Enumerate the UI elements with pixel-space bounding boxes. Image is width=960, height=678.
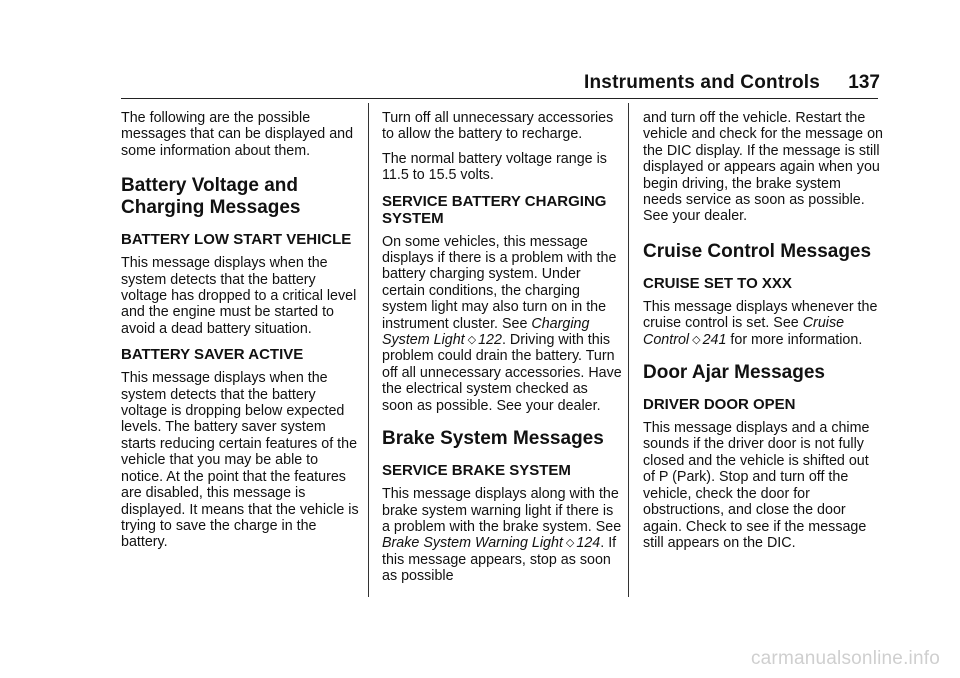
header-divider bbox=[121, 98, 878, 99]
page-ref-brake[interactable]: 124 bbox=[576, 535, 601, 552]
page-ref-icon: ◇ bbox=[467, 334, 477, 347]
subheading-service-brake: SERVICE BRAKE SYSTEM bbox=[382, 462, 571, 480]
link-charging-system-light[interactable]: Charging System Light bbox=[382, 315, 590, 349]
paragraph-turn-off: Turn off all unnecessary accessories to allow the battery to recharge. bbox=[382, 110, 614, 143]
section-title: Instruments and Controls bbox=[584, 72, 820, 93]
column-1 bbox=[121, 110, 361, 559]
page-ref-charging[interactable]: 122 bbox=[478, 332, 502, 349]
subheading-driver-door: DRIVER DOOR OPEN bbox=[643, 396, 796, 414]
paragraph-battery-low-start: This message displays when the system detects that the battery voltage has dropped to a critical level and the engine must be started to avoid a dead battery situation. bbox=[121, 255, 357, 337]
text-brake-2: . If this message appears, stop as soon as possible bbox=[382, 535, 617, 585]
link-cruise-control[interactable]: Cruise Control bbox=[643, 315, 845, 348]
watermark-text: carmanualsonline.info bbox=[750, 648, 940, 669]
page-ref-icon: ◇ bbox=[692, 333, 701, 346]
text-service-battery-2: . Driving with this problem could drain the battery. Turn off all unnecessary accessories. Have the electrical system checked as soon as possible. See your dealer. bbox=[382, 332, 622, 414]
heading-brake-system: Brake System Messages bbox=[382, 428, 604, 450]
intro-paragraph: The following are the possible messages that can be displayed and some information about them. bbox=[121, 110, 354, 159]
page-ref-icon: ◇ bbox=[565, 537, 575, 550]
paragraph-cruise-set bbox=[643, 299, 883, 348]
text-service-battery-1: On some vehicles, this message displays if there is a problem with the battery charging system. Under certain conditions, the charging system light may also turn on in the instrument cluster. See bbox=[382, 233, 617, 332]
text-brake-1: This message displays along with the brake system warning light if there is a problem with the brake system. See bbox=[382, 486, 622, 535]
paragraph-service-battery bbox=[382, 234, 622, 414]
subheading-battery-saver: BATTERY SAVER ACTIVE bbox=[121, 346, 304, 364]
paragraph-voltage-range: The normal battery voltage range is 11.5 to 15.5 volts. bbox=[382, 150, 607, 184]
page-ref-cruise[interactable]: 241 bbox=[702, 331, 727, 348]
subheading-battery-low-start: BATTERY LOW START VEHICLE bbox=[121, 231, 352, 249]
column-3 bbox=[643, 110, 883, 559]
heading-door-ajar: Door Ajar Messages bbox=[643, 362, 825, 384]
column-2 bbox=[382, 110, 622, 593]
link-brake-warning-light[interactable]: Brake System Warning Light bbox=[382, 535, 563, 552]
column-divider-2 bbox=[628, 103, 629, 597]
heading-cruise-control: Cruise Control Messages bbox=[643, 240, 872, 262]
column-divider-1 bbox=[368, 103, 369, 597]
text-cruise-1: This message displays whenever the cruise control is set. See bbox=[643, 298, 878, 332]
paragraph-service-brake bbox=[382, 486, 622, 584]
paragraph-battery-saver: This message displays when the system detects that the battery voltage is dropping below expected levels. The battery saver system starts reducing certain features of the vehicle that you may be able to notice. At the point that the features are disabled, this message is displayed. It means that the vehicle is trying to save the charge in the battery. bbox=[121, 370, 359, 551]
text-cruise-2: for more information. bbox=[726, 331, 863, 348]
paragraph-driver-door: This message displays and a chime sounds if the driver door is not fully closed and the vehicle is shifted out of P (Park). Stop and turn off the vehicle, check the door for obstructions, and close the door again. Check to see if the message still appears on the DIC. bbox=[643, 420, 870, 551]
subheading-cruise-set: CRUISE SET TO XXX bbox=[643, 274, 792, 292]
page-number: 137 bbox=[848, 72, 880, 93]
subheading-service-battery: SERVICE BATTERY CHARGING SYSTEM bbox=[382, 192, 607, 227]
heading-battery-voltage: Battery Voltage and Charging Messages bbox=[121, 175, 301, 219]
paragraph-brake-continued: and turn off the vehicle. Restart the vehicle and check for the message on the DIC display. If the message is still displayed or appears again when you begin driving, the brake system needs service as soon as possible. See your dealer. bbox=[643, 110, 884, 225]
